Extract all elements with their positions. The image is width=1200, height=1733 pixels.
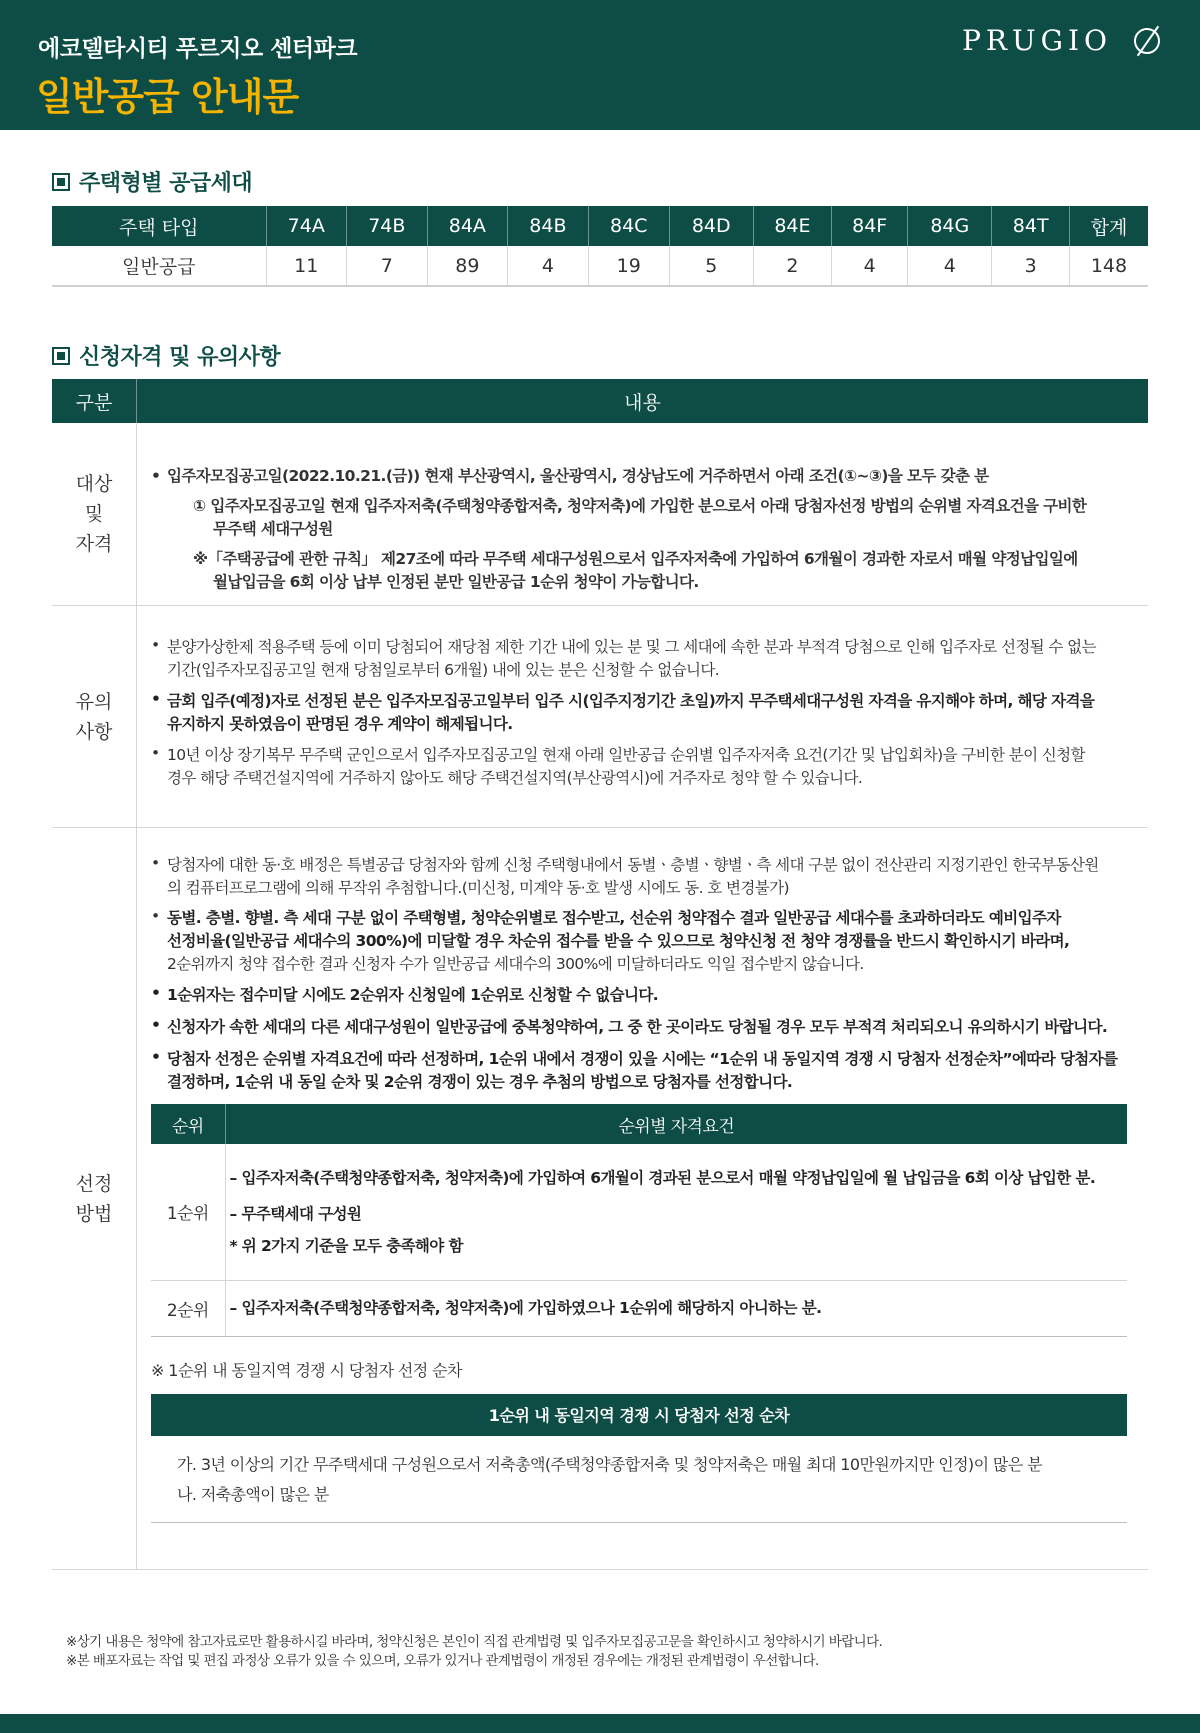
supply-cell: 일반공급 bbox=[52, 246, 266, 286]
order-line: 나. 저축총액이 많은 분 bbox=[177, 1484, 329, 1504]
rank-cell: 1순위 bbox=[151, 1144, 225, 1280]
caution-text: • 금회 입주(예정)자로 선정된 분은 입주자모집공고일부터 입주 시(입주지정기간 초일)까지 무주택세대구성원 자격을 유지해야 하며, 해당 자격을 bbox=[167, 692, 1095, 710]
list-item bbox=[151, 1016, 1140, 1039]
label-line: 및 bbox=[84, 503, 104, 525]
page-title: 일반공급 안내문 bbox=[36, 75, 299, 119]
label-line: 사항 bbox=[75, 720, 113, 743]
requirement-cell bbox=[225, 1280, 1127, 1336]
eligibility-row bbox=[52, 423, 1148, 606]
supply-section-title-text: 주택형별 공급세대 bbox=[79, 171, 253, 196]
order-box bbox=[151, 1394, 1127, 1523]
eligibility-note: ※「주택공급에 관한 규칙」 제27조에 따라 무주택 세대구성원으로서 입주자저축에 가입하여 6개월이 경과한 자로서 매월 약정납입일에 bbox=[193, 550, 1078, 568]
qualification-section-title bbox=[52, 340, 280, 371]
square-bullet-icon bbox=[52, 347, 70, 365]
supply-table-header bbox=[52, 206, 1148, 246]
disclaimer-line: ※본 배포자료는 작업 및 편집 과정상 오류가 있을 수 있으며, 오류가 있거나 관계법령이 개정된 경우에는 개정된 관계법령이 우선합니다. bbox=[66, 1653, 819, 1669]
complex-name: 에코델타시티 푸르지오 센터파크 bbox=[38, 36, 358, 62]
supply-cell: 2 bbox=[753, 246, 831, 286]
supply-cell: 4 bbox=[508, 246, 589, 286]
supply-cell: 4 bbox=[908, 246, 992, 286]
selection-text: 선정비율(일반공급 세대수의 300%)에 미달할 경우 차순위 접수를 받을 수 있으므로 청약신청 전 청약 경쟁률을 반드시 확인하시기 바라며, bbox=[167, 932, 1070, 950]
square-bullet-icon bbox=[52, 173, 70, 191]
selection-text: • 당첨자 선정은 순위별 자격요건에 따라 선정하며, 1순위 내에서 경쟁이 있을 시에는 “1순위 내 동일지역 경쟁 시 당첨자 선정순차”에따라 당첨자를 bbox=[167, 1050, 1118, 1068]
table-row bbox=[151, 1280, 1127, 1336]
selection-text: • 신청자가 속한 세대의 다른 세대구성원이 일반공급에 중복청약하여, 그 중 한 곳이라도 당첨될 경우 모두 부적격 처리되오니 유의하시기 바랍니다. bbox=[167, 1018, 1108, 1036]
selection-text: • 동별. 층별. 향별. 측 세대 구분 없이 주택형별, 청약순위별로 접수받고, 선순위 청약접수 결과 일반공급 세대수를 초과하더라도 예비입주자 bbox=[167, 909, 1061, 927]
requirement-col-header: 순위별 자격요건 bbox=[225, 1104, 1127, 1144]
supply-col-header: 74B bbox=[347, 206, 428, 246]
eligibility-sub: 무주택 세대구성원 bbox=[213, 520, 333, 538]
caution-text: • 분양가상한제 적용주택 등에 이미 당첨되어 재당첨 제한 기간 내에 있는 분 및 그 세대에 속한 분과 부적격 당첨으로 인해 입주자로 선정될 수 없는 bbox=[167, 638, 1096, 656]
selection-text: 결정하며, 1순위 내 동일 순차 및 2순위 경쟁이 있는 경우 추첨의 방법으로 당첨자를 선정합니다. bbox=[167, 1073, 793, 1091]
supply-col-header: 합계 bbox=[1069, 206, 1148, 246]
selection-text: • 당첨자에 대한 동·호 배정은 특별공급 당첨자와 함께 신청 주택형내에서 동별ㆍ층별ㆍ향별ㆍ측 세대 구분 없이 전산관리 지정기관인 한국부동산원 bbox=[167, 856, 1099, 874]
caution-text: 경우 해당 주택건설지역에 거주하지 않아도 해당 주택건설지역(부산광역시)에 거주자로 청약 할 수 있습니다. bbox=[167, 769, 863, 787]
supply-col-header: 74A bbox=[266, 206, 347, 246]
label-line: 자격 bbox=[75, 533, 113, 555]
selection-label bbox=[52, 828, 137, 1569]
selection-text: 2순위까지 청약 접수한 결과 신청자 수가 일반공급 세대수의 300%에 미달하더라도 익일 접수받지 않습니다. bbox=[167, 955, 864, 973]
caution-label bbox=[52, 606, 137, 827]
supply-col-header: 84G bbox=[908, 206, 992, 246]
qualification-table bbox=[52, 379, 1148, 1570]
supply-col-header: 84E bbox=[753, 206, 831, 246]
order-box-body bbox=[151, 1436, 1127, 1522]
page-header bbox=[0, 0, 1200, 130]
eligibility-note: 월납입금을 6회 이상 납부 인정된 분만 일반공급 1순위 청약이 가능합니다. bbox=[213, 573, 699, 591]
list-item bbox=[151, 1048, 1140, 1094]
label-line: 선정 bbox=[75, 1172, 113, 1195]
supply-cell: 148 bbox=[1069, 246, 1148, 286]
supply-col-header: 84B bbox=[508, 206, 589, 246]
supply-cell: 4 bbox=[832, 246, 908, 286]
caution-text: 유지하지 못하였음이 판명된 경우 계약이 해제됩니다. bbox=[167, 715, 513, 733]
rank-cell: 2순위 bbox=[151, 1280, 225, 1336]
order-note: ※ 1순위 내 동일지역 경쟁 시 당첨자 선정 순차 bbox=[151, 1360, 462, 1380]
caution-text: 기간(입주자모집공고일 현재 당첨일로부터 6개월) 내에 있는 분은 신청할 수 없습니다. bbox=[167, 661, 720, 679]
rank-table-header bbox=[151, 1104, 1127, 1144]
logo-text: PRUGIO bbox=[962, 24, 1112, 57]
table-row bbox=[52, 246, 1148, 286]
list-item bbox=[151, 690, 1140, 736]
list-item bbox=[151, 854, 1140, 900]
qualification-table-header bbox=[52, 379, 1148, 423]
disclaimer-line: ※상기 내용은 청약에 참고자료로만 활용하시길 바라며, 청약신청은 본인이 직접 관계법령 및 입주자모집공고문을 확인하시고 청약하시기 바랍니다. bbox=[66, 1634, 883, 1650]
label-line: 대상 bbox=[75, 473, 113, 495]
selection-text: • 1순위자는 접수미달 시에도 2순위자 신청일에 1순위로 신청할 수 없습니다. bbox=[167, 986, 659, 1004]
footer-bar bbox=[0, 1714, 1200, 1733]
requirement-line: – 무주택세대 구성원 bbox=[229, 1204, 362, 1223]
content-header: 내용 bbox=[624, 391, 661, 414]
requirement-cell bbox=[225, 1144, 1127, 1280]
order-line: 가. 3년 이상의 기간 무주택세대 구성원으로서 저축총액(주택청약종합저축 및 청약저축은 매월 최대 10만원까지만 인정)이 많은 분 bbox=[177, 1454, 1042, 1474]
supply-cell: 7 bbox=[347, 246, 428, 286]
supply-col-header: 84A bbox=[427, 206, 508, 246]
selection-row bbox=[52, 828, 1148, 1570]
list-item bbox=[151, 984, 1140, 1007]
selection-content bbox=[137, 828, 1148, 1569]
supply-col-header: 주택 타입 bbox=[52, 206, 266, 246]
table-row bbox=[151, 1144, 1127, 1280]
label-line: 방법 bbox=[75, 1202, 113, 1225]
supply-col-header: 84C bbox=[588, 206, 669, 246]
label-line: 유의 bbox=[75, 690, 113, 713]
list-item bbox=[151, 907, 1140, 976]
list-item bbox=[151, 636, 1140, 682]
rank-table bbox=[151, 1104, 1127, 1337]
supply-col-header: 84T bbox=[992, 206, 1070, 246]
supply-cell: 3 bbox=[992, 246, 1070, 286]
supply-col-header: 84F bbox=[832, 206, 908, 246]
eligibility-content bbox=[137, 423, 1148, 605]
caution-row bbox=[52, 606, 1148, 828]
supply-cell: 89 bbox=[427, 246, 508, 286]
requirement-line: * 위 2가지 기준을 모두 충족해야 함 bbox=[229, 1236, 463, 1255]
supply-cell: 5 bbox=[669, 246, 753, 286]
selection-text: 의 컴퓨터프로그램에 의해 무작위 추첨합니다.(미신청, 미계약 동·호 발생 시에도 동. 호 변경불가) bbox=[167, 879, 789, 897]
footer-disclaimer bbox=[66, 1633, 882, 1671]
supply-table bbox=[52, 206, 1148, 287]
eligibility-sub: ① 입주자모집공고일 현재 입주자저축(주택청약종합저축, 청약저축)에 가입한 분으로서 아래 당첨자선정 방법의 순위별 자격요건을 구비한 bbox=[193, 497, 1087, 515]
supply-cell: 19 bbox=[588, 246, 669, 286]
supply-section-title bbox=[52, 166, 252, 197]
category-header: 구분 bbox=[52, 379, 137, 423]
caution-content bbox=[137, 606, 1148, 827]
rank-col-header: 순위 bbox=[151, 1104, 225, 1144]
supply-col-header: 84D bbox=[669, 206, 753, 246]
eligibility-bullet: • 입주자모집공고일(2022.10.21.(금)) 현재 부산광역시, 울산광역시, 경상남도에 거주하면서 아래 조건(①~③)을 모두 갖춘 분 bbox=[151, 465, 1140, 488]
eligibility-label bbox=[52, 423, 137, 605]
logo-mark-icon bbox=[1134, 28, 1160, 54]
requirement-line: – 입주자저축(주택청약종합저축, 청약저축)에 가입하여 6개월이 경과된 분으로서 매월 약정납입일에 월 납입금을 6회 이상 납입한 분. bbox=[229, 1168, 1096, 1187]
qualification-section-title-text: 신청자격 및 유의사항 bbox=[79, 345, 281, 370]
order-box-title: 1순위 내 동일지역 경쟁 시 당첨자 선정 순차 bbox=[151, 1394, 1127, 1436]
requirement-line: – 입주자저축(주택청약종합저축, 청약저축)에 가입하였으나 1순위에 해당하지 아니하는 분. bbox=[229, 1299, 822, 1317]
list-item bbox=[151, 744, 1140, 790]
prugio-logo bbox=[962, 24, 1160, 57]
caution-text: • 10년 이상 장기복무 무주택 군인으로서 입주자모집공고일 현재 아래 일반공급 순위별 입주자저축 요건(기간 및 납입회차)을 구비한 분이 신청할 bbox=[167, 746, 1085, 764]
supply-cell: 11 bbox=[266, 246, 347, 286]
